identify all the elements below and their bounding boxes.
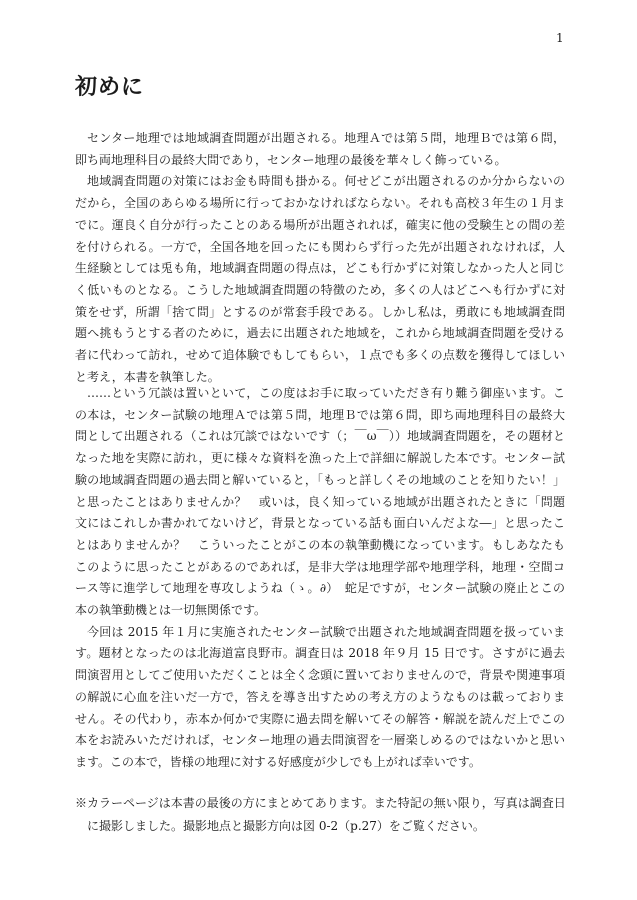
page-number: 1 bbox=[556, 31, 564, 45]
paragraph: 今回は 2015 年１月に実施されたセンター試験で出題された地域調査問題を扱っています。題材となったのは北海道富良野市。調査日は 2018 年９月 15 日です。さすがに過去問演習用としてご使用いただくことは全く念頭に置いておりませんので，背景や関連事項の解説に心血を注いだ一方で，答えを導き出すための考え方のようなものは載っておりません。その代わり，赤本か何かで実際に過去問を解いてその解答・解説を読んだ上でこの本をお読みいただければ，センター地理の過去問演習を一層楽しめるのではないかと思います。この本で，皆様の地理に対する好感度が少しでも上がれば幸いです。 bbox=[75, 624, 565, 769]
paragraph: センター地理では地域調査問題が出題される。地理Ａでは第５問，地理Ｂでは第６問，即ち両地理科目の最終大問であり，センター地理の最後を華々しく飾っている。 bbox=[75, 131, 565, 167]
intro-section bbox=[75, 128, 565, 388]
chapter-title: 初めに bbox=[75, 75, 145, 100]
paragraph: 地域調査問題の対策にはお金も時間も掛かる。何せどこが出題されるのか分からないのだから，全国のあらゆる場所に行っておかなければならない。それも高校３年生の１月までに。運良く自分が行ったことのある場所が出題されれば，確実に他の受験生との間の差を付けられる。一方で，全国各地を回ったにも関わらず行った先が出題されなければ，人生経験としては兎も角，地域調査問題の得点は，どこも行かずに対策しなかった人と同じく低いものとなる。こうした地域調査問題の特徴のため，多くの人はどこへも行かずに対策をせず，所謂「捨て問」とするのが常套手段である。しかし私は，勇敢にも地域調査問題へ挑もうとする者のために，過去に出題された地域を，これから地域調査問題を受ける者に代わって訪れ，せめて追体験でもしてもらい，１点でも多くの点数を獲得してほしいと考え，本書を執筆した。 bbox=[75, 174, 565, 384]
paragraph: ……という冗談は置いといて，この度はお手に取っていただき有り難う御座います。この本は，センター試験の地理Ａでは第５問，地理Ｂでは第６問，即ち両地理科目の最終大問として出題される（これは冗談ではないです（；￣ω￣））地域調査問題を，その題材となった地を実際に訪れ，更に様々な資料を漁った上で詳細に解説した本です。センター試験の地域調査問題の過去問と解いていると，「もっと詳しくその地域のことを知りたい！」と思ったことはありませんか？ 或いは，良く知っている地域が出題されたときに「問題文にはこれしか書かれてないけど，背景となっている話も面白いんだよな―」と思ったことはありませんか？ こういったことがこの本の執筆動機になっています。もしあなたもこのように思ったことがあるのであれば，是非大学は地理学部や地理学科，地理・空間コース等に進学して地理を専攻しようね（ゝ。∂） 蛇足ですが，センター試験の廃止とこの本の執筆動機とは一切無関係です。 bbox=[75, 386, 565, 618]
preface-section bbox=[75, 383, 565, 774]
footnote: ※カラーページは本書の最後の方にまとめてあります。また特記の無い限り，写真は調査日に撮影しました。撮影地点と撮影方向は図 0-2（p.27）をご覧ください。 bbox=[75, 796, 566, 833]
